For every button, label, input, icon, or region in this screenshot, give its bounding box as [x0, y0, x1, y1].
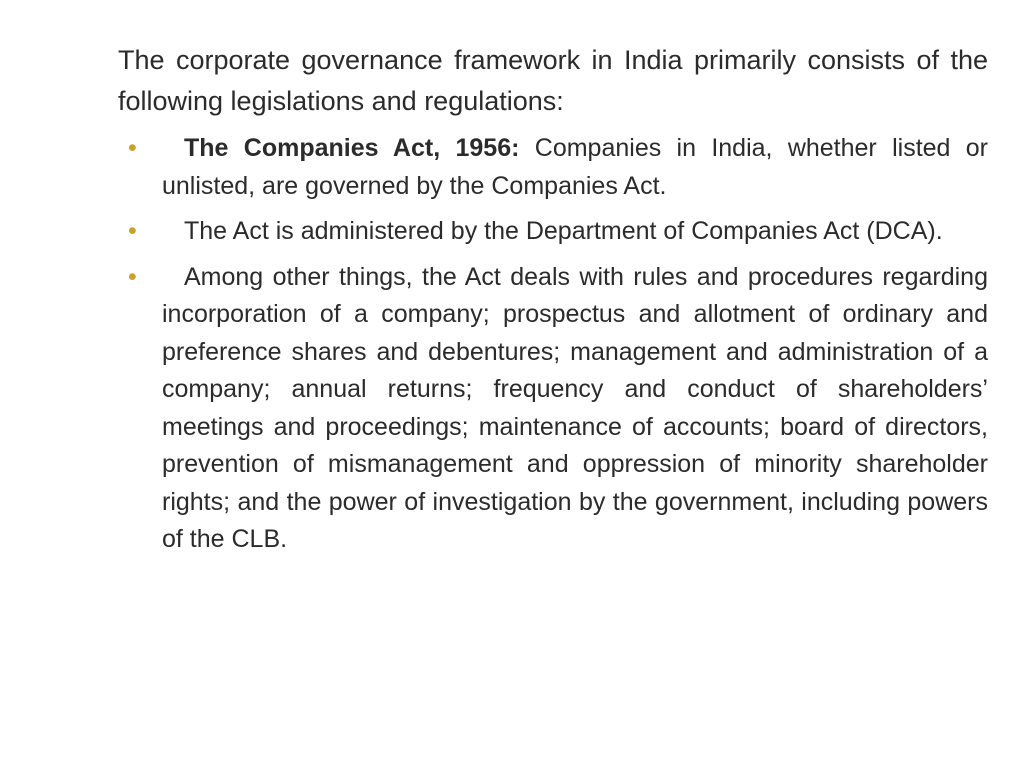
bullet-item-dca — [118, 213, 988, 251]
bullet-item-companies-act — [118, 130, 988, 205]
bullet-dot-icon: • — [128, 217, 137, 245]
bullet-text: Companies in India, whether listed or unlisted, are governed by the Companies Act. — [162, 134, 989, 200]
bullet-list — [118, 130, 988, 567]
bullet-lead: The Companies Act, 1956: — [184, 134, 520, 162]
bullet-dot-icon: • — [128, 262, 137, 291]
bullet-item-act-scope — [118, 259, 988, 559]
bullet-text: Among other things, the Act deals with rules and procedures regarding incorporation of a company; prospectus and allotment of ordinary and preference shares and debentures; management and administration of a company; annual returns; frequency and conduct of shareholders’ meetings and proceedings; maintenance of accounts; board of directors, prevention of mismanagement and oppression of minority shareholder rights; and the power of investigation by the government, including powers of the CLB. — [162, 262, 988, 553]
bullet-dot-icon: • — [128, 134, 137, 162]
intro-paragraph: The corporate governance framework in India primarily consists of the following legislations and regulations: — [118, 45, 988, 116]
bullet-text: The Act is administered by the Department of Companies Act (DCA). — [184, 217, 943, 245]
